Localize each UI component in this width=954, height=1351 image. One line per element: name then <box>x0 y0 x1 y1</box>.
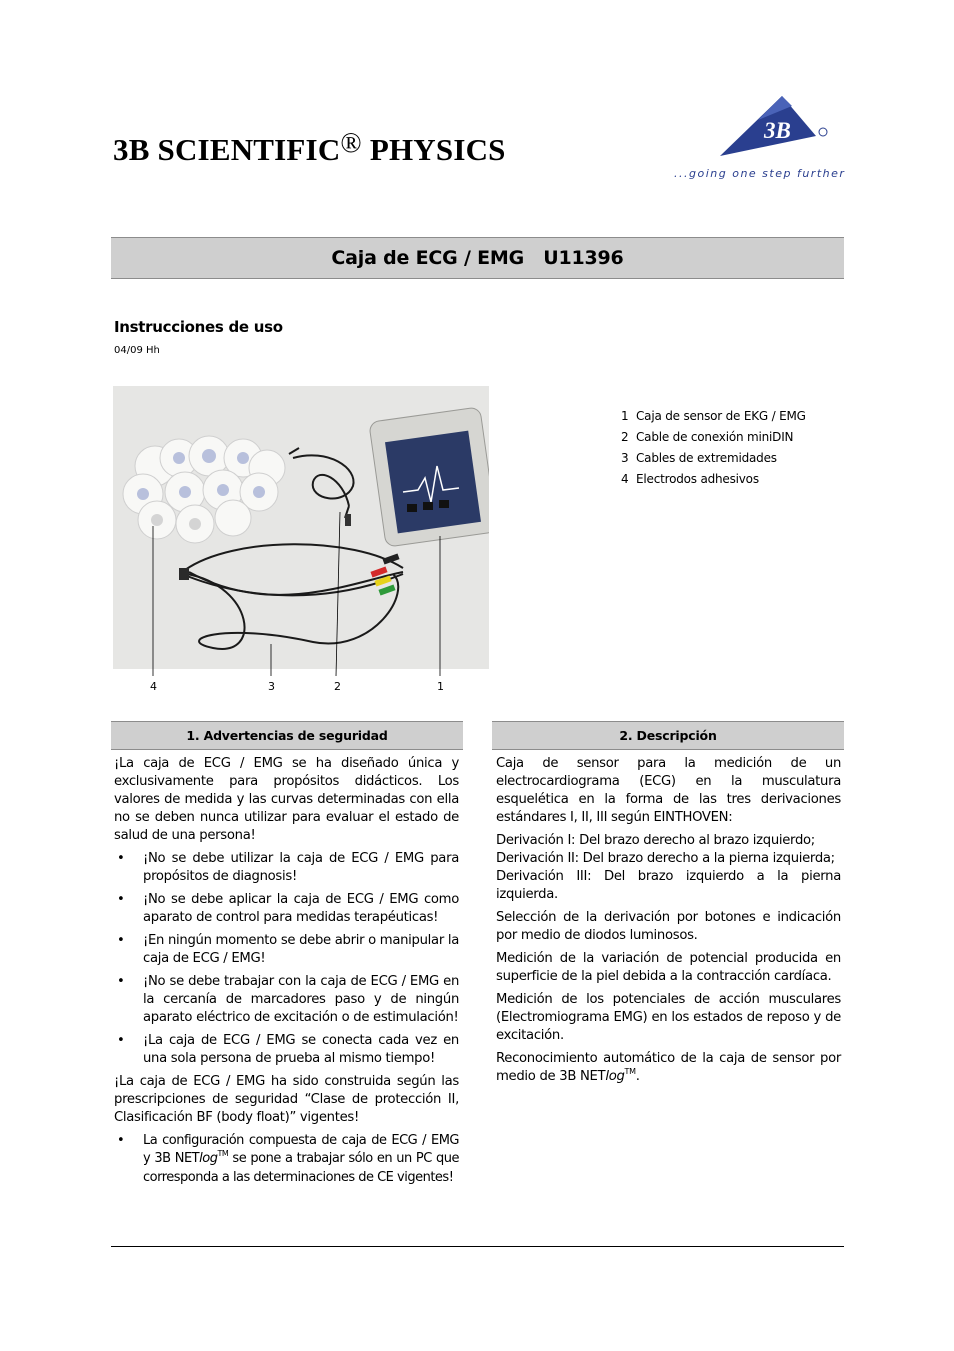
safety-last-bullet-list <box>114 1132 459 1187</box>
title-bar <box>111 237 844 279</box>
footer-rule <box>111 1246 844 1247</box>
callout-1: 1 <box>437 680 444 693</box>
list-item: • ¡En ningún momento se debe abrir o manipular la caja de ECG / EMG! <box>114 932 459 968</box>
logo-registered-icon <box>819 128 827 136</box>
legend-item: 3 Cables de extremidades <box>621 451 777 465</box>
figure-legend <box>621 408 861 492</box>
lead-2: Derivación II: Del brazo derecho a la pierna izquierda; <box>496 851 835 866</box>
callout-4: 4 <box>150 680 157 693</box>
description-p1: Caja de sensor para la medición de un electrocardiograma (ECG) en la musculatura esquelética en la forma de las tres derivaciones estándares I, II, III según EINTHOVEN: <box>496 756 841 825</box>
lead-3: Derivación III: Del brazo izquierdo a la pierna izquierda. <box>496 869 841 902</box>
safety-bullet-list <box>114 850 459 1068</box>
document-date: 04/09 Hh <box>114 345 160 356</box>
brand-tail: PHYSICS <box>361 132 506 167</box>
logo-mark: 3B <box>764 118 791 143</box>
list-item: • ¡No se debe trabajar con la caja de ECG / EMG en la cercanía de marcadores paso y de ningún aparato eléctrico de excitación o de estimulación! <box>114 973 459 1027</box>
list-item: • ¡La caja de ECG / EMG se conecta cada vez en una sola persona de prueba al mismo tiempo! <box>114 1032 459 1068</box>
section-heading-safety: 1. Advertencias de seguridad <box>111 721 463 750</box>
callout-2: 2 <box>334 680 341 693</box>
legend-item: 4 Electrodos adhesivos <box>621 472 759 486</box>
description-p2: Selección de la derivación por botones e indicación por medio de diodos luminosos. <box>496 910 841 943</box>
list-item: • ¡No se debe utilizar la caja de ECG / EMG para propósitos de diagnosis! <box>114 850 459 886</box>
description-p5: Reconocimiento automático de la caja de sensor por medio de 3B NETlog™. <box>496 1051 841 1084</box>
legend-item: 2 Cable de conexión miniDIN <box>621 430 794 444</box>
description-column <box>496 755 841 1092</box>
safety-paragraph-2: ¡La caja de ECG / EMG ha sido construida según las prescripciones de seguridad “Clase de protección II, Clasificación BF (body float)” vigentes! <box>114 1074 459 1125</box>
safety-intro: ¡La caja de ECG / EMG se ha diseñado única y exclusivamente para propósitos didácticos. Los valores de medida y las curvas determinadas con ella no se deben nunca utilizar para evaluar el estado de salud de una persona! <box>114 756 459 843</box>
3b-logo <box>668 92 848 184</box>
lead-list <box>496 832 841 904</box>
callout-leader-lines <box>104 386 504 696</box>
list-item: • La configuración compuesta de caja de ECG / EMG y 3B NETlog™ se pone a trabajar sólo en un PC que corresponda a las determinaciones de CE vigentes! <box>114 1132 459 1187</box>
safety-column <box>114 755 459 1192</box>
document-title: Caja de ECG / EMG U11396 <box>331 247 624 269</box>
callout-3: 3 <box>268 680 275 693</box>
list-item: • ¡No se debe aplicar la caja de ECG / EMG como aparato de control para medidas terapéuticas! <box>114 891 459 927</box>
brand-main: 3B SCIENTIFIC <box>113 132 341 167</box>
registered-mark: ® <box>340 128 362 159</box>
logo-tagline: ...going one step further <box>674 167 846 180</box>
description-p3: Medición de la variación de potencial producida en superficie de la piel debida a la contracción cardíaca. <box>496 951 841 984</box>
subtitle: Instrucciones de uso <box>114 318 283 336</box>
brand-heading <box>113 128 506 168</box>
description-p4: Medición de los potenciales de acción musculares (Electromiograma EMG) en los estados de reposo y de excitación. <box>496 992 841 1043</box>
section-heading-description: 2. Descripción <box>492 721 844 750</box>
legend-item: 1 Caja de sensor de EKG / EMG <box>621 409 806 423</box>
lead-1: Derivación I: Del brazo derecho al brazo izquierdo; <box>496 833 815 848</box>
